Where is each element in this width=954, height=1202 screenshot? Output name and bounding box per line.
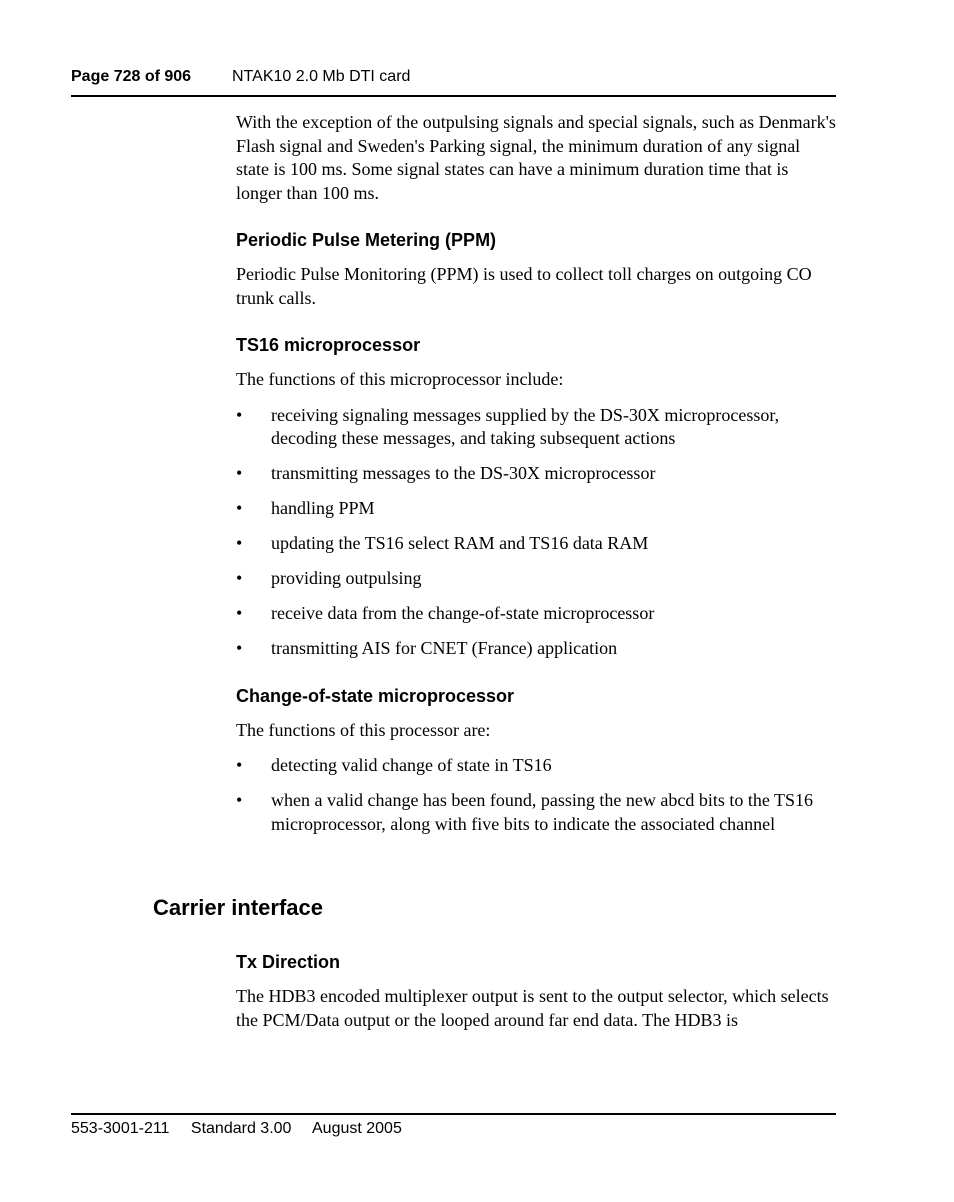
- list-item: [236, 497, 836, 521]
- list-item-text: when a valid change has been found, passing the new abcd bits to the TS16 microprocessor, along with five bits to indicate the associated channel: [271, 790, 814, 834]
- ppm-paragraph: Periodic Pulse Monitoring (PPM) is used to collect toll charges on outgoing CO trunk calls.: [236, 264, 812, 308]
- list-item-text: providing outpulsing: [271, 568, 422, 588]
- list-item: [236, 462, 836, 486]
- standard-version: Standard 3.00: [190, 1120, 292, 1137]
- list-item-text: receiving signaling messages supplied by the DS-30X microprocessor, decoding these messages, and taking subsequent actions: [271, 404, 780, 448]
- cos-heading: Change-of-state microprocessor: [236, 685, 515, 706]
- tx-direction-paragraph: The HDB3 encoded multiplexer output is sent to the output selector, which selects the PCM/Data output or the looped around far end data. The HDB3 is: [236, 986, 829, 1030]
- list-item: [236, 602, 836, 626]
- list-item: [236, 789, 836, 836]
- bullet-marker: •: [236, 638, 243, 658]
- list-item: [236, 567, 836, 591]
- ppm-heading: Periodic Pulse Metering (PPM): [236, 230, 497, 250]
- bullet-marker: •: [236, 568, 243, 588]
- cos-function-list: [236, 754, 836, 836]
- list-item: [236, 754, 836, 778]
- ts16-intro: The functions of this microprocessor include:: [236, 369, 564, 389]
- page-footer: [71, 1117, 836, 1141]
- list-item: [236, 637, 836, 661]
- list-item-text: handling PPM: [271, 498, 375, 518]
- bullet-marker: •: [236, 404, 243, 425]
- list-item: [236, 532, 836, 556]
- bullet-marker: •: [236, 755, 243, 775]
- list-item-text: transmitting messages to the DS-30X microprocessor: [271, 463, 656, 483]
- page-number: Page 728 of 906: [71, 68, 192, 85]
- bullet-marker: •: [236, 603, 243, 623]
- page-header: [71, 64, 836, 90]
- main-content: [236, 111, 836, 836]
- list-item-text: detecting valid change of state in TS16: [271, 755, 552, 775]
- list-item-text: transmitting AIS for CNET (France) application: [271, 638, 618, 658]
- cos-intro: The functions of this processor are:: [236, 719, 491, 740]
- bullet-marker: •: [236, 498, 243, 518]
- ts16-function-list: [236, 404, 836, 661]
- list-item: [236, 404, 836, 451]
- footer-rule: [71, 1113, 836, 1115]
- bullet-marker: •: [236, 790, 243, 810]
- doc-number: 553-3001-211: [71, 1120, 170, 1137]
- intro-paragraph: With the exception of the outpulsing signals and special signals, such as Denmark's Flash signal and Sweden's Parking signal, the minimum duration of any signal state is 100 ms. Some signal states can have a minimum duration time that is longer than 100 ms.: [236, 112, 836, 203]
- list-item-text: receive data from the change-of-state microprocessor: [271, 603, 655, 623]
- bullet-marker: •: [236, 463, 243, 483]
- list-item-text: updating the TS16 select RAM and TS16 data RAM: [271, 533, 649, 553]
- bullet-marker: •: [236, 533, 243, 553]
- carrier-content: [236, 950, 836, 1032]
- header-rule: [71, 95, 836, 97]
- ts16-heading: TS16 microprocessor: [236, 335, 421, 355]
- tx-direction-heading: Tx Direction: [236, 952, 341, 972]
- header-title: NTAK10 2.0 Mb DTI card: [232, 68, 411, 85]
- publication-date: August 2005: [312, 1120, 402, 1137]
- section-heading: Carrier interface: [153, 895, 323, 920]
